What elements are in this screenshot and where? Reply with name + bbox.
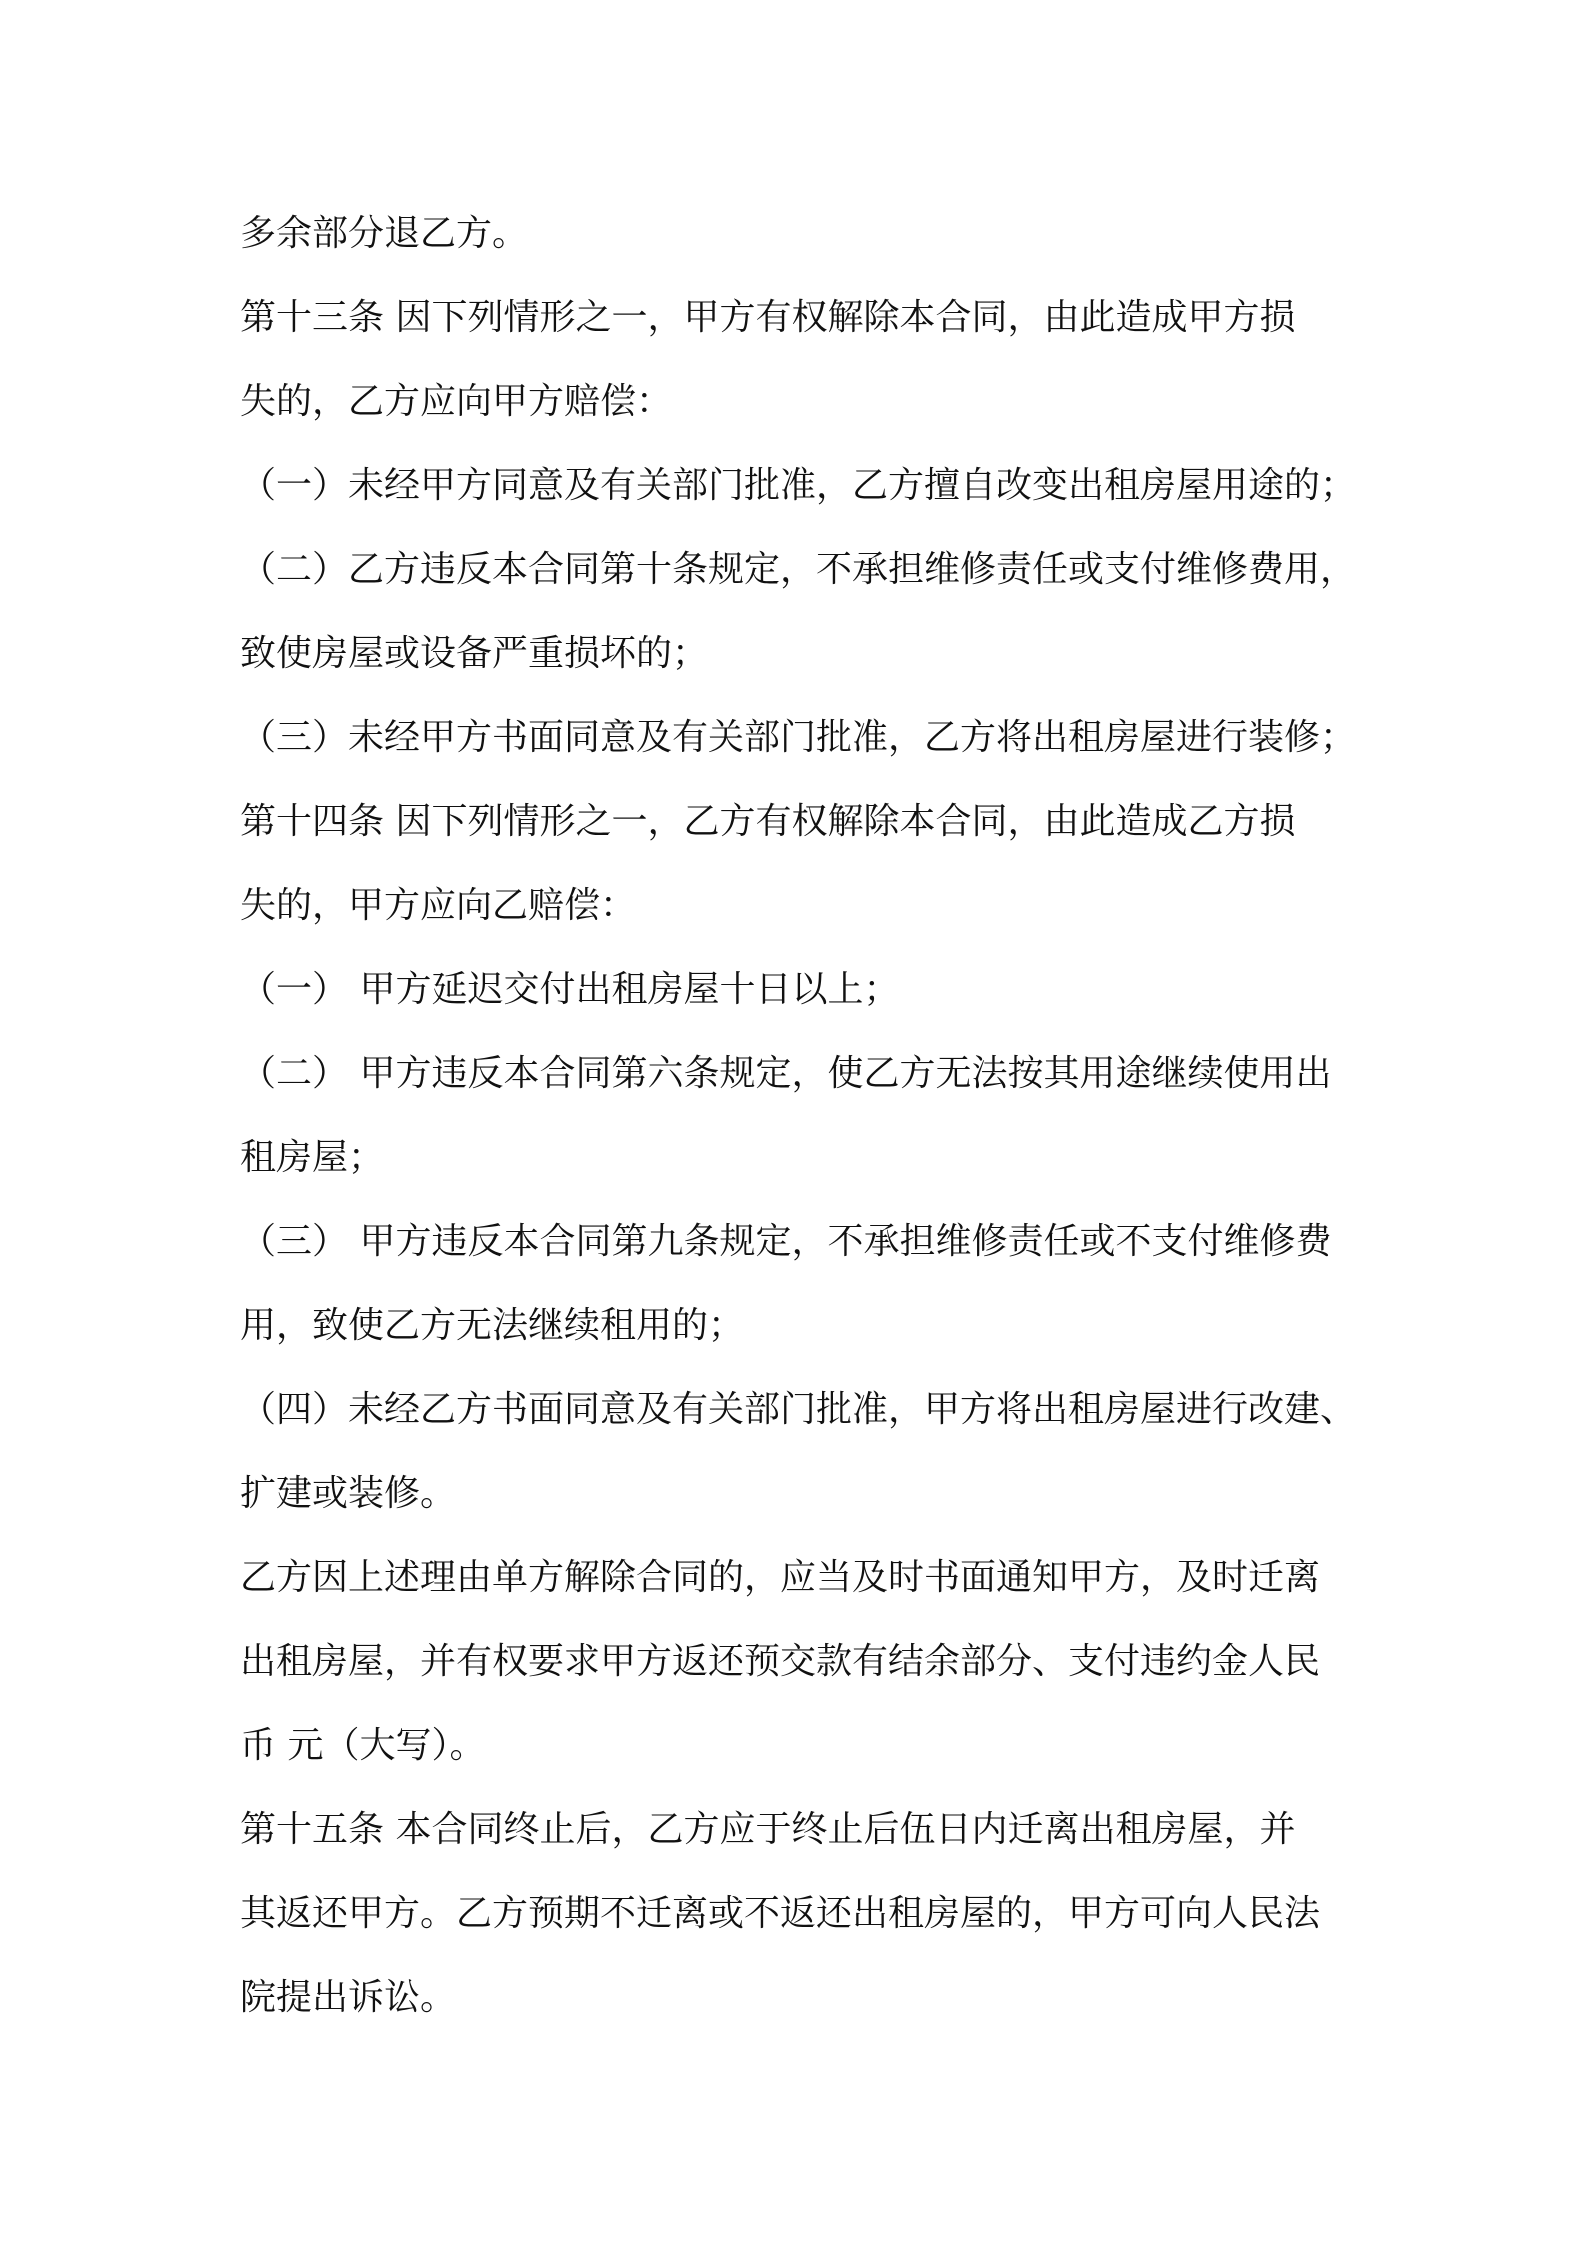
- clause-item: （四）未经乙方书面同意及有关部门批准，甲方将出租房屋进行改建、: [240, 1389, 1357, 1430]
- text-line: 扩建或装修。: [240, 1473, 457, 1514]
- clause-item: （一）未经甲方同意及有关部门批准，乙方擅自改变出租房屋用途的；: [240, 465, 1357, 506]
- article-14-heading-line: 第十四条 因下列情形之一，乙方有权解除本合同，由此造成乙方损: [240, 801, 1296, 842]
- text-line: 币 元（大写）。: [240, 1725, 486, 1766]
- clause-item: （三） 甲方违反本合同第九条规定，不承担维修责任或不支付维修费: [240, 1221, 1332, 1262]
- text-line: 失的，甲方应向乙赔偿：: [240, 885, 637, 926]
- text-line: 出租房屋，并有权要求甲方返还预交款有结余部分、支付违约金人民: [240, 1641, 1321, 1682]
- article-15-heading-line: 第十五条 本合同终止后，乙方应于终止后伍日内迁离出租房屋，并: [240, 1809, 1296, 1850]
- text-line: 院提出诉讼。: [240, 1977, 457, 2018]
- text-line: 乙方因上述理由单方解除合同的，应当及时书面通知甲方，及时迁离: [240, 1557, 1321, 1598]
- text-line: 致使房屋或设备严重损坏的；: [240, 633, 709, 674]
- clause-item: （三）未经甲方书面同意及有关部门批准，乙方将出租房屋进行装修；: [240, 717, 1357, 758]
- clause-item: （一） 甲方延迟交付出租房屋十日以上；: [240, 969, 900, 1010]
- text-line: 租房屋；: [240, 1137, 385, 1178]
- clause-item: （二） 甲方违反本合同第六条规定，使乙方无法按其用途继续使用出: [240, 1053, 1332, 1094]
- clause-item: （二）乙方违反本合同第十条规定，不承担维修责任或支付维修费用，: [240, 549, 1357, 590]
- text-line: 用，致使乙方无法继续租用的；: [240, 1305, 745, 1346]
- article-13-heading-line: 第十三条 因下列情形之一，甲方有权解除本合同，由此造成甲方损: [240, 297, 1296, 338]
- text-line: 多余部分退乙方。: [240, 213, 529, 254]
- contract-text-block: [240, 192, 1360, 2040]
- text-line: 失的，乙方应向甲方赔偿：: [240, 381, 673, 422]
- text-line: 其返还甲方。乙方预期不迁离或不返还出租房屋的，甲方可向人民法: [240, 1893, 1321, 1934]
